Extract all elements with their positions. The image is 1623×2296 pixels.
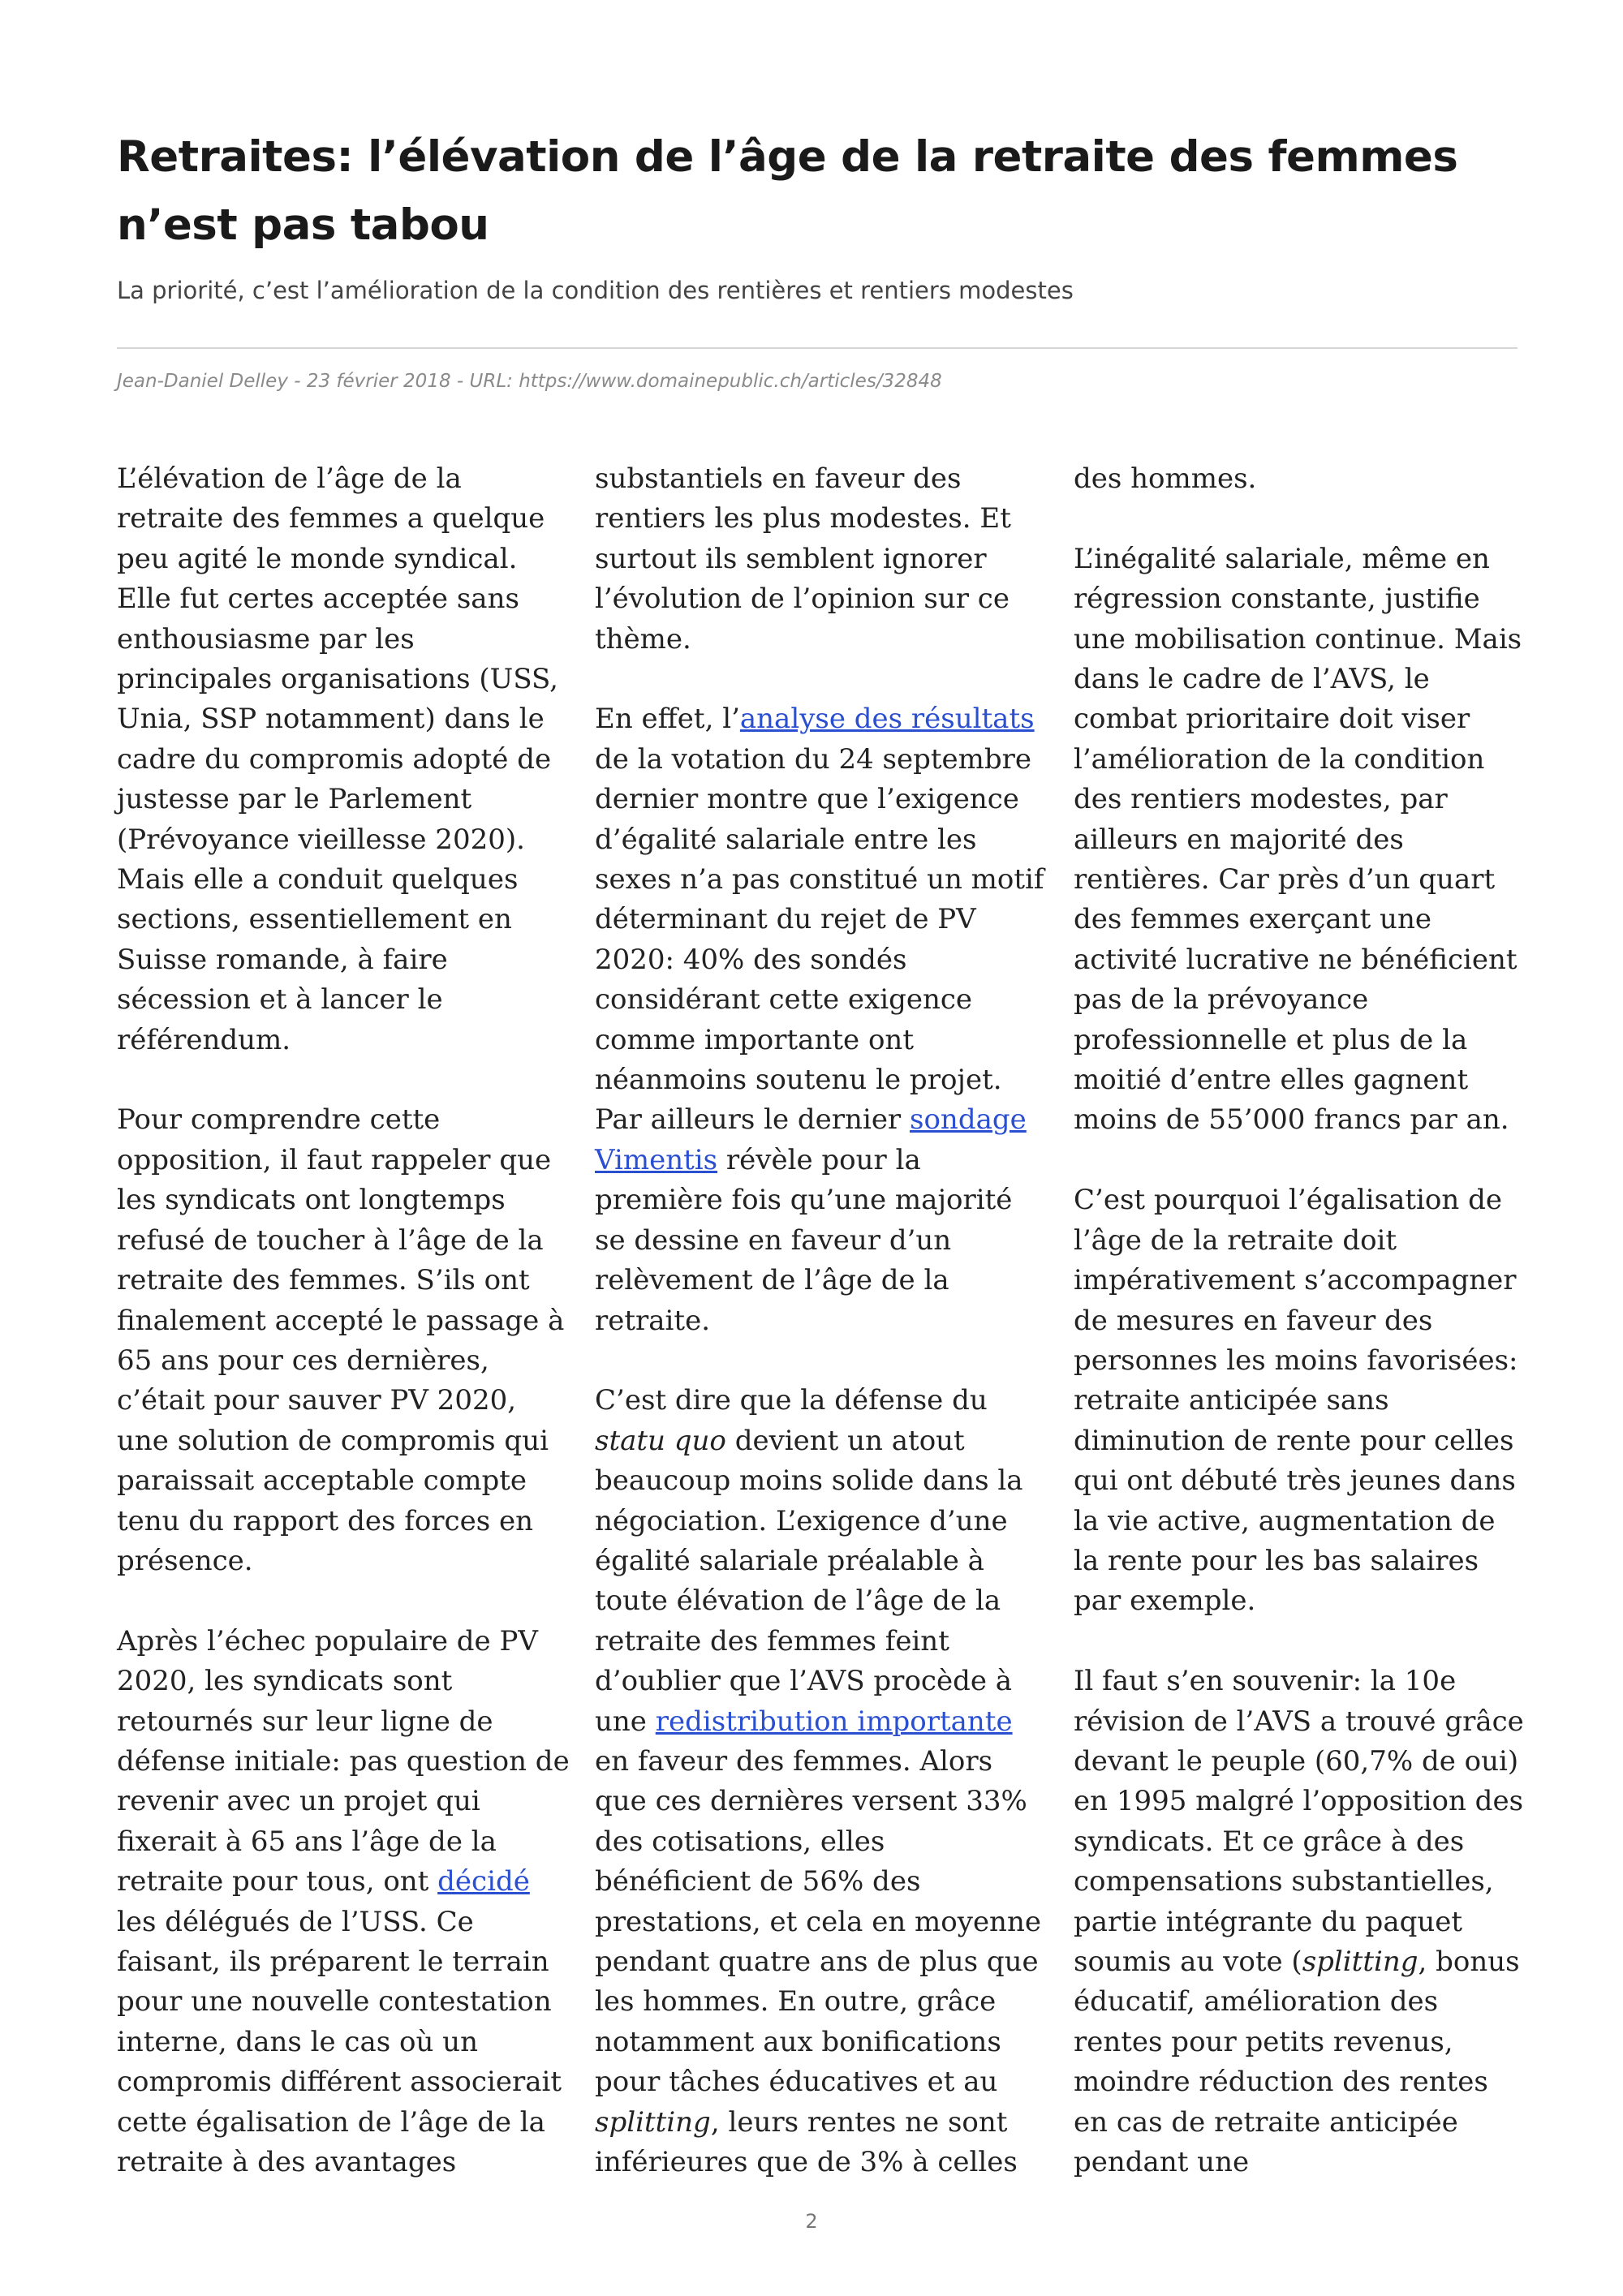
text-run: en faveur des femmes. Alors que ces dernières versent 33% des cotisations, elles bénéficient de 56% des prestations, et cela en moyenne pendant quatre ans de plus que les hommes. En outre, grâce notamment aux bonifications pour tâches éducatives et au <box>595 1744 1041 2099</box>
link-analyse-des-resultats[interactable]: analyse des résultats <box>739 703 1035 736</box>
link-redistribution-importante[interactable]: redistribution importante <box>655 1705 1013 1738</box>
text-column-3 <box>1074 459 1528 2223</box>
text-run: En effet, l’ <box>595 703 740 736</box>
text-run: les délégués de l’USS. Ce faisant, ils préparent le terrain pour une nouvelle contestation interne, dans le cas où un compromis différent associerait cette égalisation de l’âge de la retraite à des avantages <box>117 1905 562 2179</box>
text-run: de la votation du 24 septembre dernier montre que l’exigence d’égalité salariale entre les sexes n’a pas constitué un motif déterminant du rejet de PV 2020: 40% des sondés considérant cette exigence comme importante ont néanmoins soutenu le projet. Par ailleurs le dernier <box>595 742 1044 1137</box>
paragraph: substantiels en faveur des rentiers les plus modestes. Et surtout ils semblent ignorer l’évolution de l’opinion sur ce thème. <box>595 462 1011 656</box>
text-run: révèle pour la première fois qu’une majorité se dessine en faveur d’un relèvement de l’âge de la retraite. <box>595 1143 1013 1337</box>
article-byline: Jean-Daniel Delley - 23 février 2018 - URL: https://www.domainepublic.ch/articles/32848 <box>117 371 942 392</box>
paragraph <box>595 699 1049 1341</box>
header-divider <box>117 347 1518 349</box>
link-sondage-vimentis[interactable]: sondage Vimentis <box>595 1103 1027 1176</box>
paragraph: Pour comprendre cette opposition, il faut rappeler que les syndicats ont longtemps refusé de toucher à l’âge de la retraite des femmes. S’ils ont finalement accepté le passage à 65 ans pour ces dernières, c’était pour sauver PV 2020, une solution de compromis qui paraissait acceptable compte tenu du rapport des forces en présence. <box>117 1103 565 1577</box>
paragraph: L’inégalité salariale, même en régression constante, justifie une mobilisation continue. Mais dans le cadre de l’AVS, le combat prioritaire doit viser l’amélioration de la condition des rentiers modestes, par ailleurs en majorité des rentières. Car près d’un quart des femmes exerçant une activité lucrative ne bénéficient pas de la prévoyance professionnelle et plus de la moitié d’entre elles gagnent moins de 55’000 francs par an. <box>1074 542 1522 1137</box>
paragraph: des hommes. <box>1074 462 1257 495</box>
paragraph <box>1074 1662 1528 2182</box>
link-decide[interactable]: décidé <box>437 1865 530 1898</box>
article-subtitle: La priorité, c’est l’amélioration de la condition des rentières et rentiers modestes <box>117 277 1074 304</box>
text-run: Après l’échec populaire de PV 2020, les syndicats sont retournés sur leur ligne de défense initiale: pas question de revenir avec un projet qui fixerait à 65 ans l’âge de la retraite pour tous, ont <box>117 1624 570 1898</box>
text-run: , leurs rentes ne sont inférieures que de 3% à celles <box>595 2105 1018 2179</box>
emphasis-text: splitting <box>1302 1945 1419 1978</box>
emphasis-text: splitting <box>595 2105 711 2139</box>
text-run: , bonus éducatif, amélioration des rentes pour petits revenus, moindre réduction des rentes en cas de retraite anticipée pendant une <box>1074 1945 1520 2179</box>
text-run: devient un atout beaucoup moins solide dans la négociation. L’exigence d’une égalité salariale préalable à toute élévation de l’âge de la retraite des femmes feint d’oublier que l’AVS procède à une <box>595 1424 1023 1738</box>
paragraph <box>595 1381 1049 2182</box>
paragraph <box>117 1622 571 2183</box>
article-title: Retraites: l’élévation de l’âge de la retraite des femmes n’est pas tabou <box>117 132 1458 250</box>
text-column-2 <box>595 459 1049 2223</box>
text-run: C’est dire que la défense du <box>595 1384 988 1417</box>
emphasis-text: statu quo <box>595 1424 726 1457</box>
text-run: Il faut s’en souvenir: la 10e révision de l’AVS a trouvé grâce devant le peuple (60,7% de oui) en 1995 malgré l’opposition des syndicats. Et ce grâce à des compensations substantielles, partie intégrante du paquet soumis au vote ( <box>1074 1665 1524 1978</box>
paragraph: L’élévation de l’âge de la retraite des femmes a quelque peu agité le monde syndical. Elle fut certes acceptée sans enthousiasme par les principales organisations (USS, Unia, SSP notamment) dans le cadre du compromis adopté de justesse par le Parlement (Prévoyance vieillesse 2020). Mais elle a conduit quelques sections, essentiellement en Suisse romande, à faire sécession et à lancer le référendum. <box>117 462 558 1056</box>
page-number: 2 <box>805 2210 818 2233</box>
paragraph: C’est pourquoi l’égalisation de l’âge de la retraite doit impérativement s’accompagner de mesures en faveur des personnes les moins favorisées: retraite anticipée sans diminution de rente pour celles qui ont débuté très jeunes dans la vie active, augmentation de la rente pour les bas salaires par exemple. <box>1074 1184 1518 1618</box>
text-column-1 <box>117 459 571 2223</box>
